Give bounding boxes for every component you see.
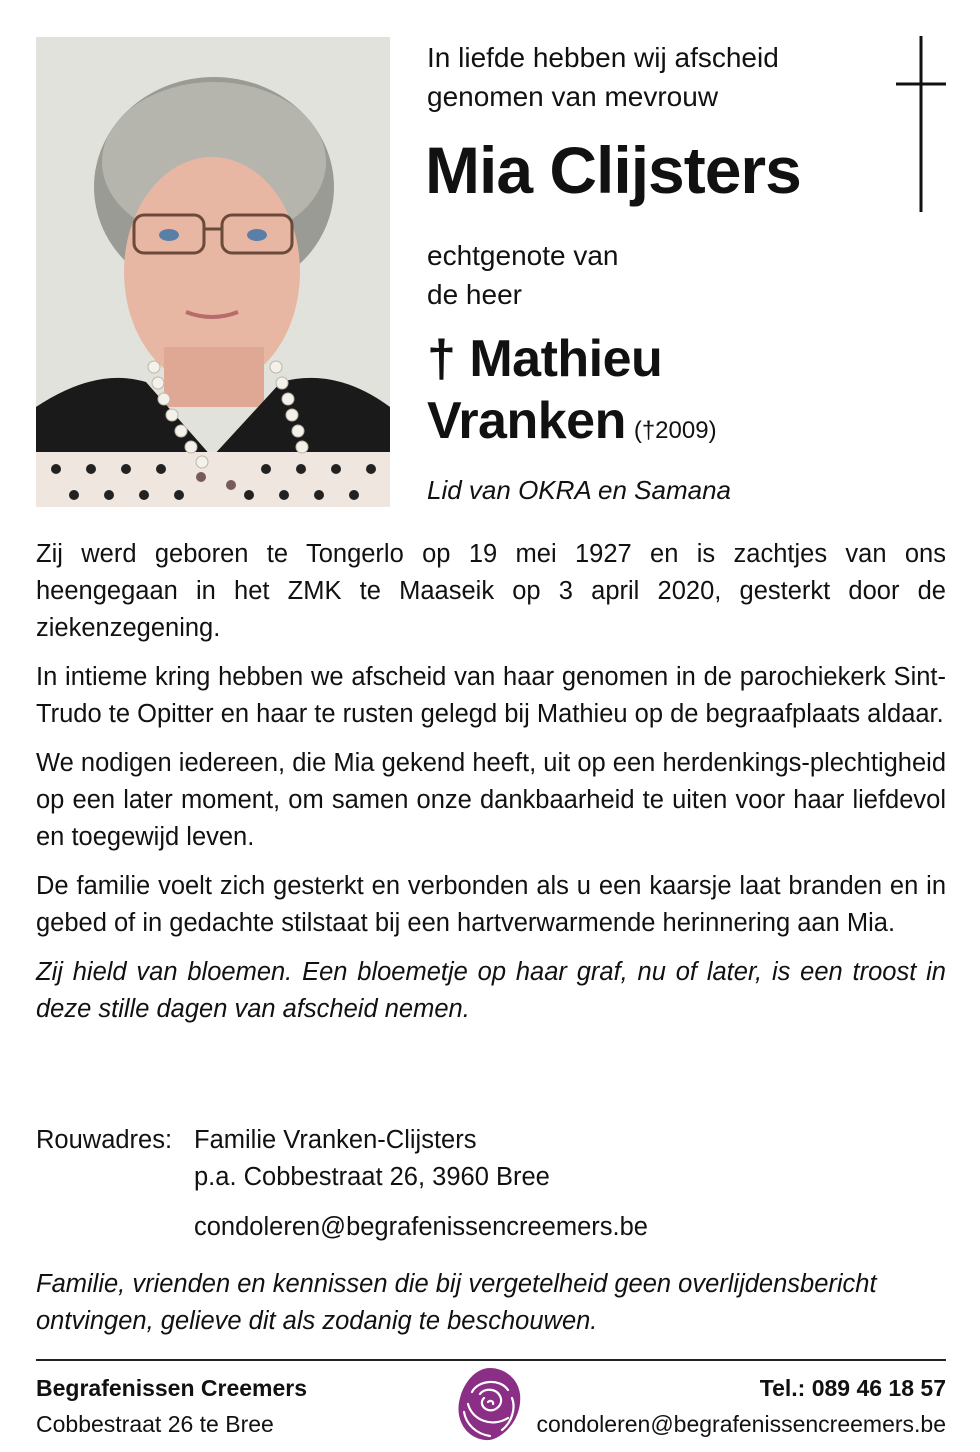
footer-company-block (36, 1370, 307, 1442)
intro-line-2: genomen van mevrouw (427, 81, 719, 112)
footer-divider (36, 1359, 946, 1361)
spouse-intro-line-2: de heer (427, 279, 522, 310)
membership-text: Lid van OKRA en Samana (427, 475, 731, 505)
deceased-name: Mia Clijsters (425, 133, 801, 207)
spouse-name-line-2-wrap (427, 390, 717, 462)
address-line-1: Familie Vranken-Clijsters (194, 1126, 477, 1154)
notice-text: Familie, vrienden en kennissen die bij vergetelheid geen overlijdensbericht ontvingen, gelieve dit als zodanig te beschouwen. (36, 1270, 877, 1335)
address-email-link[interactable]: condoleren@begrafenissencreemers.be (194, 1213, 648, 1241)
footer-street: Cobbestraat 26 te Bree (36, 1411, 274, 1437)
paragraph-candle: De familie voelt zich gesterkt en verbonden als u een kaarsje laat branden en in gebed of in gedachte stilstaat bij een hartverwarmende herinnering aan Mia. (36, 872, 946, 937)
intro-line-1: In liefde hebben wij afscheid (427, 42, 779, 73)
obituary-body (36, 536, 946, 1040)
footer-contact-block (537, 1370, 946, 1442)
intro-text (427, 38, 779, 116)
spouse-name-line-2: Vranken (427, 392, 626, 450)
spouse-name (427, 328, 717, 462)
portrait-illustration (36, 37, 390, 507)
paragraph-funeral: In intieme kring hebben we afscheid van haar genomen in de parochiekerk Sint-Trudo te Opitter en haar te rusten gelegd bij Mathieu op de begraafplaats aldaar. (36, 663, 946, 728)
address-line-2: p.a. Cobbestraat 26, 3960 Bree (194, 1163, 550, 1191)
address-label: Rouwadres: (36, 1126, 173, 1154)
spouse-intro (427, 236, 619, 314)
spouse-death-year: (†2009) (633, 417, 717, 444)
spouse-name-line-1: † Mathieu (427, 330, 663, 388)
paragraph-flowers: Zij hield van bloemen. Een bloemetje op haar graf, nu of later, is een troost in deze stille dagen van afscheid nemen. (36, 958, 946, 1023)
cross-icon (896, 36, 946, 212)
footer-company-name: Begrafenissen Creemers (36, 1375, 308, 1401)
footer-email-link[interactable]: condoleren@begrafenissencreemers.be (536, 1411, 946, 1437)
paragraph-memorial: We nodigen iedereen, die Mia gekend heeft, uit op een herdenkings-plechtigheid op een later moment, om samen onze dankbaarheid te uiten voor haar liefdevol en toegewijd leven. (36, 749, 946, 851)
portrait-photo (36, 37, 390, 507)
footer-phone[interactable]: Tel.: 089 46 18 57 (759, 1375, 946, 1401)
spouse-intro-line-1: echtgenote van (427, 240, 619, 271)
rose-logo-icon (452, 1364, 528, 1444)
paragraph-birth-death: Zij werd geboren te Tongerlo op 19 mei 1927 en is zachtjes van ons heengegaan in het ZMK te Maaseik op 3 april 2020, gesterkt door de ziekenzegening. (36, 540, 946, 642)
